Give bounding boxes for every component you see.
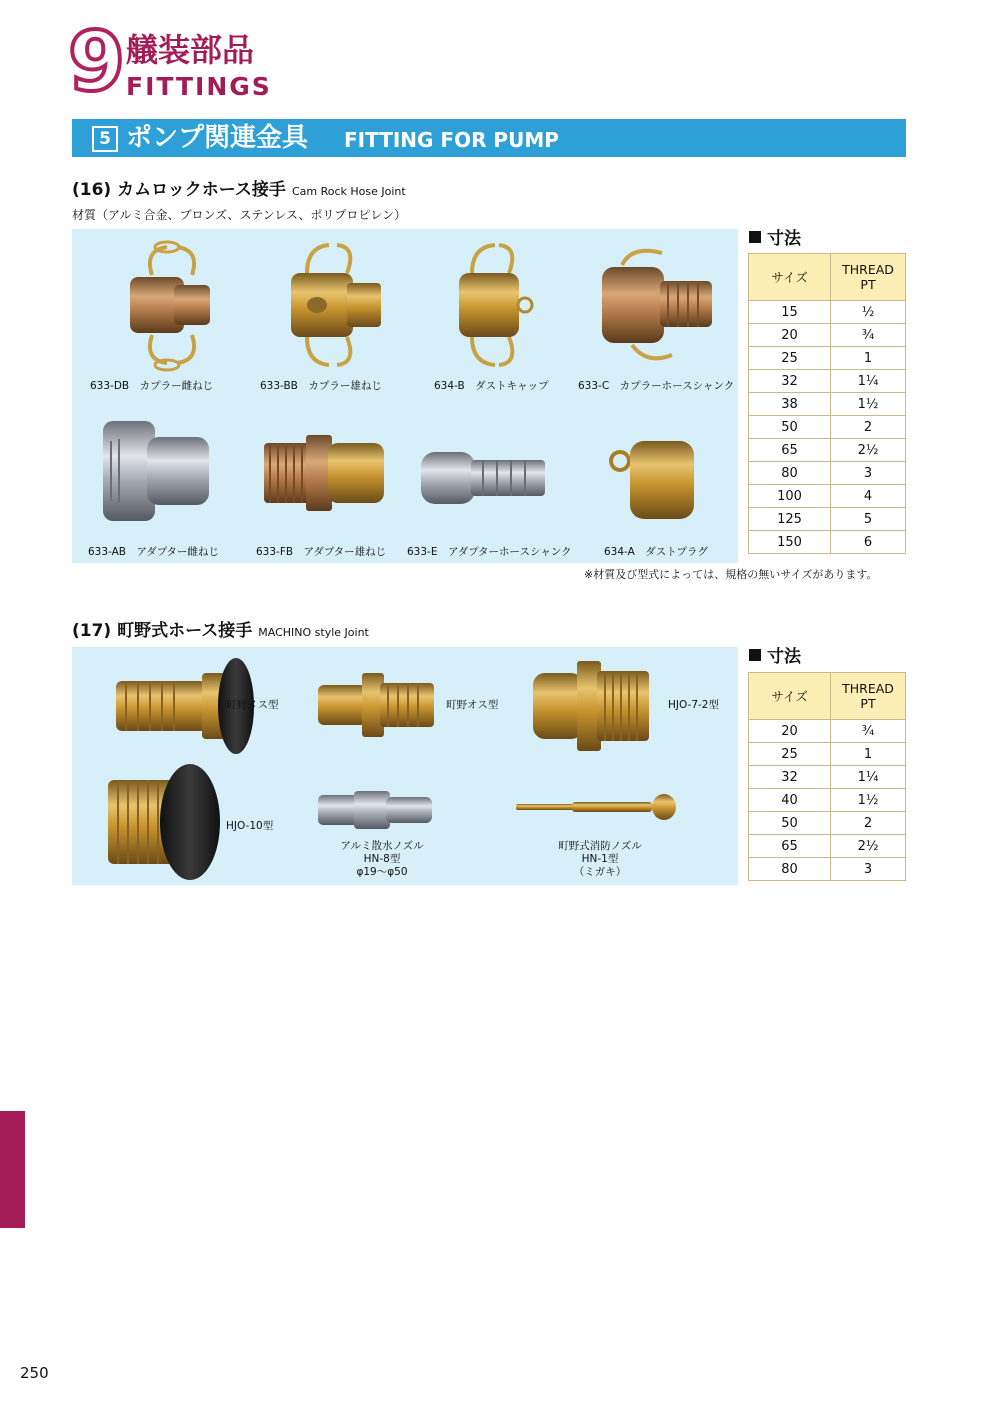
machino-dimension-title: 寸法 <box>767 647 801 667</box>
adapter-female-thread-image <box>97 411 227 531</box>
cam-dimension-heading <box>749 229 801 249</box>
coupler-male-thread-image <box>277 235 397 375</box>
adapter-male-thread-image <box>260 429 395 519</box>
section-title-jp: ポンプ関連金具 <box>126 123 309 153</box>
table-row: 50 2 <box>749 812 906 835</box>
cam-footnote: ※材質及び型式によっては、規格の無いサイズがあります。 <box>584 568 878 581</box>
hjo-10-image <box>102 762 232 882</box>
table-row: 20 ¾ <box>749 720 906 743</box>
table-row: 65 2½ <box>749 439 906 462</box>
table-row: 100 4 <box>749 485 906 508</box>
machino-title-en: MACHINO style Joint <box>258 626 369 639</box>
table-row: 32 1¼ <box>749 766 906 789</box>
cam-title <box>72 180 406 202</box>
fire-nozzle-image <box>512 792 682 822</box>
hjo-10-label: HJO-10型 <box>226 820 274 832</box>
table-row: 20 ¾ <box>749 324 906 347</box>
item-634-b-label: 634-B ダストキャップ <box>434 380 549 392</box>
item-633-e-label: 633-E アダプターホースシャンク <box>407 546 572 558</box>
table-row: 15 ½ <box>749 301 906 324</box>
machino-title-jp: (17) 町野式ホース接手 <box>72 621 253 641</box>
table-row: 40 1½ <box>749 789 906 812</box>
cam-dimension-title: 寸法 <box>767 229 801 249</box>
table-row: 150 6 <box>749 531 906 554</box>
table-row: 125 5 <box>749 508 906 531</box>
aluminum-spray-nozzle-image <box>312 785 442 835</box>
coupler-female-thread-image <box>112 235 232 375</box>
fire-nozzle-caption: 町野式消防ノズル HN-1型 （ミガキ） <box>558 840 642 878</box>
chapter-number: 9 <box>68 15 124 110</box>
chapter-title-jp: 艤装部品 <box>126 31 255 69</box>
machino-dimension-table <box>748 672 906 881</box>
section-title-en: FITTING FOR PUMP <box>344 128 559 152</box>
col-thread-header: THREAD PT <box>831 254 906 301</box>
hjo-7-2-image <box>527 655 657 755</box>
table-row: 50 2 <box>749 416 906 439</box>
table-row: 25 1 <box>749 743 906 766</box>
table-row: 80 3 <box>749 462 906 485</box>
dust-cap-image <box>447 235 557 375</box>
machino-female-label: 町野メス型 <box>226 699 279 711</box>
cam-product-panel <box>72 229 738 563</box>
section-number: 5 <box>92 126 118 152</box>
machino-dimension-heading <box>749 647 801 667</box>
chapter-side-tab <box>0 1111 25 1228</box>
col-thread-header: THREAD PT <box>831 673 906 720</box>
page-number: 250 <box>20 1364 49 1382</box>
machino-title <box>72 621 369 643</box>
item-633-fb-label: 633-FB アダプター雄ねじ <box>256 546 387 558</box>
dust-plug-image <box>600 421 720 531</box>
cam-material: 材質（アルミ合金、ブロンズ、ステンレス、ポリプロピレン） <box>72 208 407 222</box>
coupler-hose-shank-image <box>592 235 732 375</box>
item-633-ab-label: 633-AB アダプター雌ねじ <box>88 546 220 558</box>
item-633-c-label: 633-C カプラーホースシャンク <box>578 380 735 392</box>
adapter-hose-shank-image <box>417 444 557 514</box>
cam-title-en: Cam Rock Hose Joint <box>291 185 406 198</box>
machino-male-label: 町野オス型 <box>446 699 499 711</box>
square-bullet-icon <box>749 649 761 661</box>
col-size-header: サイズ <box>749 673 831 720</box>
table-row: 38 1½ <box>749 393 906 416</box>
table-row: 80 3 <box>749 858 906 881</box>
table-row: 25 1 <box>749 347 906 370</box>
square-bullet-icon <box>749 231 761 243</box>
cam-dimension-table <box>748 253 906 554</box>
table-row: 65 2½ <box>749 835 906 858</box>
item-634-a-label: 634-A ダストプラグ <box>604 546 708 558</box>
hjo-7-2-label: HJO-7-2型 <box>668 699 719 711</box>
cam-title-jp: (16) カムロックホース接手 <box>72 180 286 200</box>
machino-male-image <box>312 667 442 742</box>
item-633-bb-label: 633-BB カプラー雄ねじ <box>260 380 382 392</box>
item-633-db-label: 633-DB カプラー雌ねじ <box>90 380 214 392</box>
machino-product-panel <box>72 647 738 885</box>
table-row: 32 1¼ <box>749 370 906 393</box>
chapter-title-en: FITTINGS <box>126 72 272 101</box>
spray-nozzle-caption: アルミ散水ノズル HN-8型 φ19〜φ50 <box>340 840 424 878</box>
col-size-header: サイズ <box>749 254 831 301</box>
